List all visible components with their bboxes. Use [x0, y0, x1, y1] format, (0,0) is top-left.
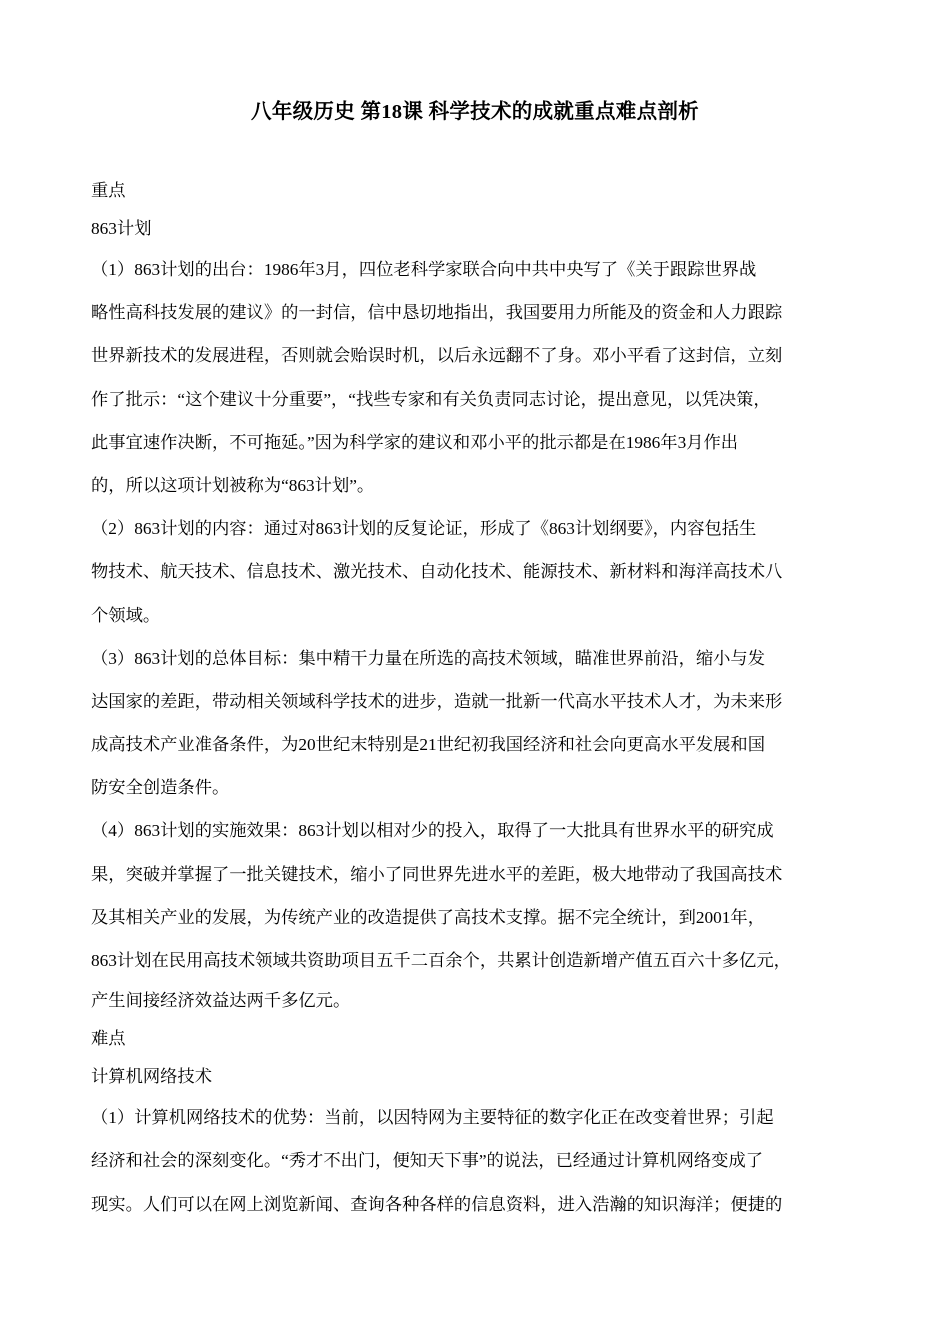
- document-body: [91, 172, 869, 1226]
- paragraph-line: 物技术、航天技术、信息技术、激光技术、自动化技术、能源技术、新材料和海洋高技术八: [91, 562, 783, 582]
- paragraph-line: （1）863计划的出台：1986年3月，四位老科学家联合向中共中央写了《关于跟踪世界战: [91, 260, 757, 279]
- subheading-computer-network: 计算机网络技术: [91, 1067, 212, 1087]
- paragraph-line: 此事宜速作决断，不可拖延。”因为科学家的建议和邓小平的批示都是在1986年3月作出: [91, 432, 739, 452]
- paragraph-line: 达国家的差距，带动相关领域科学技术的进步，造就一批新一代高水平技术人才，为未来形: [91, 691, 783, 711]
- paragraph-line: 经济和社会的深刻变化。“秀才不出门，便知天下事”的说法，已经通过计算机网络变成了: [91, 1151, 764, 1171]
- paragraph-line: （3）863计划的总体目标：集中精干力量在所选的高技术领域，瞄准世界前沿，缩小与发: [91, 648, 765, 668]
- paragraph-line: 果，突破并掌握了一批关键技术，缩小了同世界先进水平的差距，极大地带动了我国高技术: [91, 864, 783, 884]
- paragraph-line: （4）863计划的实施效果：863计划以相对少的投入，取得了一大批具有世界水平的研究成: [91, 821, 774, 841]
- subheading-863-plan: 863计划: [91, 219, 152, 238]
- paragraph-line: 世界新技术的发展进程，否则就会贻误时机，以后永远翻不了身。邓小平看了这封信，立刻: [91, 346, 783, 366]
- paragraph-line: 的，所以这项计划被称为“863计划”。: [91, 475, 375, 495]
- paragraph-line: （2）863计划的内容：通过对863计划的反复论证，形成了《863计划纲要》，内容包括生: [91, 519, 757, 539]
- paragraph-line: 略性高科技发展的建议》的一封信，信中恳切地指出，我国要用力所能及的资金和人力跟踪: [91, 303, 783, 323]
- paragraph-line: 产生间接经济效益达两千多亿元。: [91, 991, 351, 1011]
- paragraph-line: 成高技术产业准备条件，为20世纪末特别是21世纪初我国经济和社会向更高水平发展和国: [91, 735, 765, 755]
- paragraph-line: 863计划在民用高技术领域共资助项目五千二百余个，共累计创造新增产值五百六十多亿元，: [91, 951, 791, 970]
- document-title: 八年级历史 第18课 科学技术的成就重点难点剖析: [251, 101, 699, 123]
- section-heading-difficulties: 难点: [91, 1029, 126, 1049]
- paragraph-line: 防安全创造条件。: [91, 778, 230, 798]
- paragraph-line: （1）计算机网络技术的优势：当前，以因特网为主要特征的数字化正在改变着世界；引起: [91, 1108, 774, 1128]
- paragraph-line: 现实。人们可以在网上浏览新闻、查询各种各样的信息资料，进入浩瀚的知识海洋；便捷的: [91, 1194, 783, 1214]
- paragraph-line: 个领域。: [91, 605, 161, 625]
- section-heading-key-points: 重点: [91, 181, 126, 200]
- paragraph-line: 及其相关产业的发展，为传统产业的改造提供了高技术支撑。据不完全统计，到2001年，: [91, 907, 765, 927]
- paragraph-line: 作了批示：“这个建议十分重要”，“找些专家和有关负责同志讨论，提出意见，以凭决策，: [91, 389, 771, 409]
